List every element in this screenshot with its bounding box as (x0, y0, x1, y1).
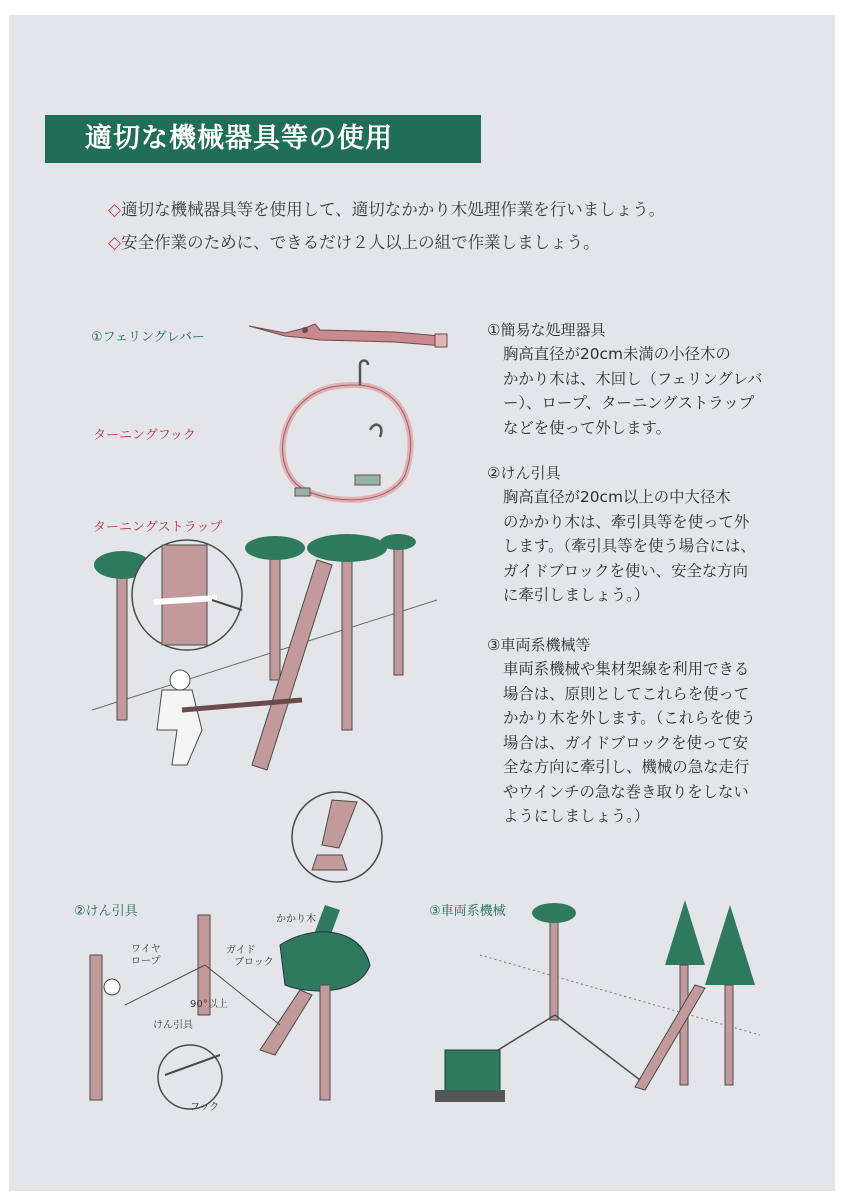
label-winch-tool: ②けん引具 (74, 904, 138, 919)
section-line: ガイドブロックを使い、安全な方向 (503, 561, 749, 580)
section-line: します。（牽引具等を使う場合には、 (503, 537, 756, 555)
turning-hook-illustration (275, 355, 425, 520)
diamond-bullet-icon: ◇ (108, 200, 122, 220)
section-line: 場合は、原則としてこれらを使って (503, 684, 750, 703)
section-line: 車両系機械や集材架線を利用できる (503, 660, 750, 678)
diagram-label-kenin: けん引具 (153, 1020, 193, 1031)
section-winch-tools (487, 461, 777, 608)
winch-tool-diagram (80, 905, 380, 1120)
section-line: に牽引しましょう。） (503, 586, 650, 604)
section-line: かかり木を外します。（これらを使う (503, 709, 756, 727)
section-line: 胸高直径が20cm未満の小径木の (503, 345, 731, 363)
section-line: のかかり木は、牽引具等を使って外 (503, 512, 750, 531)
section-line: かかり木は、木回し（フェリングレバ (503, 369, 763, 388)
stump-inset-illustration (287, 790, 387, 885)
label-turning-hook: ターニングフック (93, 428, 196, 443)
section-line: やウインチの急な巻き取りをしない (503, 782, 749, 801)
section-title: ②けん引具 (487, 464, 561, 482)
section-line: 全な方向に牽引し、機械の急な走行 (503, 758, 750, 776)
section-line: 胸高直径が20cm以上の中大径木 (503, 488, 731, 506)
section-title: ③車両系機械等 (487, 636, 591, 654)
section-line: ようにしましょう。） (503, 807, 650, 825)
label-vehicle-machine: ③車両系機械 (429, 904, 506, 919)
intro-text-1: 適切な機械器具等を使用して、適切なかかり木処理作業を行いましょう。 (121, 200, 666, 219)
vehicle-machine-scene (430, 895, 780, 1110)
intro-text-2: 安全作業のために、できるだけ２人以上の組で作業しましょう。 (121, 233, 600, 252)
label-turning-strap: ターニングストラップ (93, 520, 223, 535)
section-line: 場合は、ガイドブロックを使って安 (503, 733, 749, 752)
turning-strap-scene (92, 530, 437, 820)
diagram-label-guide: ガイド (226, 945, 256, 956)
diamond-bullet-icon: ◇ (108, 233, 122, 253)
section-vehicle-machines (487, 633, 777, 829)
page-title: 適切な機械器具等の使用 (45, 115, 481, 163)
diagram-label-wire: ワイヤ (131, 944, 161, 955)
intro-line-2 (108, 229, 600, 253)
label-felling-lever: ①フェリングレバー (91, 330, 205, 345)
diagram-label-hook: フック (190, 1102, 220, 1113)
section-line: などを使って外します。 (503, 418, 672, 437)
section-title: ①簡易な処理器具 (487, 321, 606, 339)
diagram-label-angle: 90°以上 (190, 999, 228, 1010)
diagram-label-kakari: かかり木 (276, 914, 316, 925)
section-line: ー）、ロープ、ターニングストラップ (503, 394, 755, 412)
section-simple-tools (487, 318, 777, 440)
diagram-label-block: ブロック (234, 957, 274, 968)
felling-lever-illustration (245, 318, 450, 358)
diagram-label-rope: ロープ (131, 956, 161, 967)
intro-line-1 (108, 196, 665, 220)
